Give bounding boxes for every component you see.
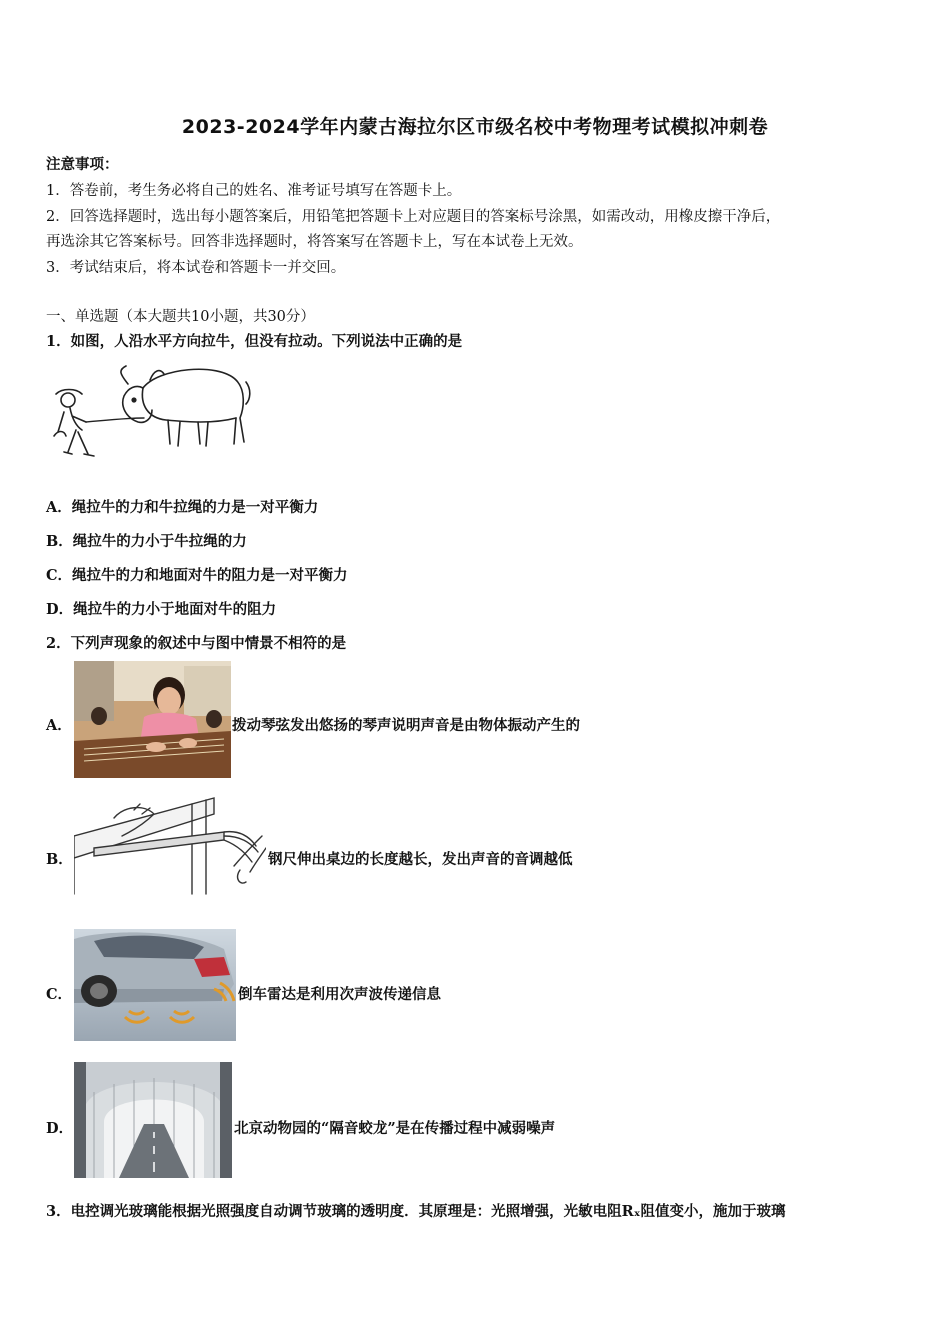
question-1-stem: 1．如图，人沿水平方向拉牛，但没有拉动。下列说法中正确的是 — [46, 333, 463, 350]
page-title: 2023-2024学年内蒙古海拉尔区市级名校中考物理考试模拟冲刺卷 — [181, 116, 769, 138]
option-letter: D． — [46, 1120, 74, 1137]
option-text: 倒车雷达是利用次声波传递信息 — [238, 986, 441, 1003]
notice-item: 1．答卷前，考生务必将自己的姓名、准考证号填写在答题卡上。 — [46, 183, 462, 199]
cow-figure — [48, 360, 253, 466]
option-text: 北京动物园的“隔音蛟龙”是在传播过程中减弱噪声 — [234, 1120, 556, 1137]
question-2-stem: 2．下列声现象的叙述中与图中情景不相符的是 — [46, 635, 347, 652]
guzheng-photo — [74, 661, 231, 778]
option-letter: B． — [46, 851, 73, 868]
option-text: 钢尺伸出桌边的长度越长，发出声音的音调越低 — [268, 851, 573, 868]
notice-item: 再选涂其它答案标号。回答非选择题时，将答案写在答题卡上，写在本试卷上无效。 — [46, 234, 583, 250]
notice-item: 3．考试结束后，将本试卷和答题卡一并交回。 — [46, 260, 346, 276]
notice-item: 2．回答选择题时，选出每小题答案后，用铅笔把答题卡上对应题目的答案标号涂黑，如需改动，用橡皮擦干净后， — [46, 209, 781, 225]
tunnel-photo — [74, 1062, 232, 1178]
option-letter: C． — [46, 986, 73, 1003]
option-text: 拨动琴弦发出悠扬的琴声说明声音是由物体振动产生的 — [232, 717, 580, 734]
ruler-figure — [74, 796, 266, 896]
question-3-stem: 3．电控调光玻璃能根据光照强度自动调节玻璃的透明度．其原理是：光照增强，光敏电阻Rₓ阻值变小，施加于玻璃 — [46, 1203, 786, 1220]
question-1-option-b: B．绳拉牛的力小于牛拉绳的力 — [46, 533, 247, 550]
notice-heading: 注意事项： — [46, 156, 119, 173]
option-letter: A． — [46, 717, 72, 734]
question-1-option-c: C．绳拉牛的力和地面对牛的阻力是一对平衡力 — [46, 567, 348, 584]
question-1-option-a: A．绳拉牛的力和牛拉绳的力是一对平衡力 — [46, 499, 319, 516]
section-heading: 一、单选题（本大题共10小题，共30分） — [46, 309, 315, 325]
question-1-option-d: D．绳拉牛的力小于地面对牛的阻力 — [46, 601, 277, 618]
car-radar-photo — [74, 929, 236, 1041]
